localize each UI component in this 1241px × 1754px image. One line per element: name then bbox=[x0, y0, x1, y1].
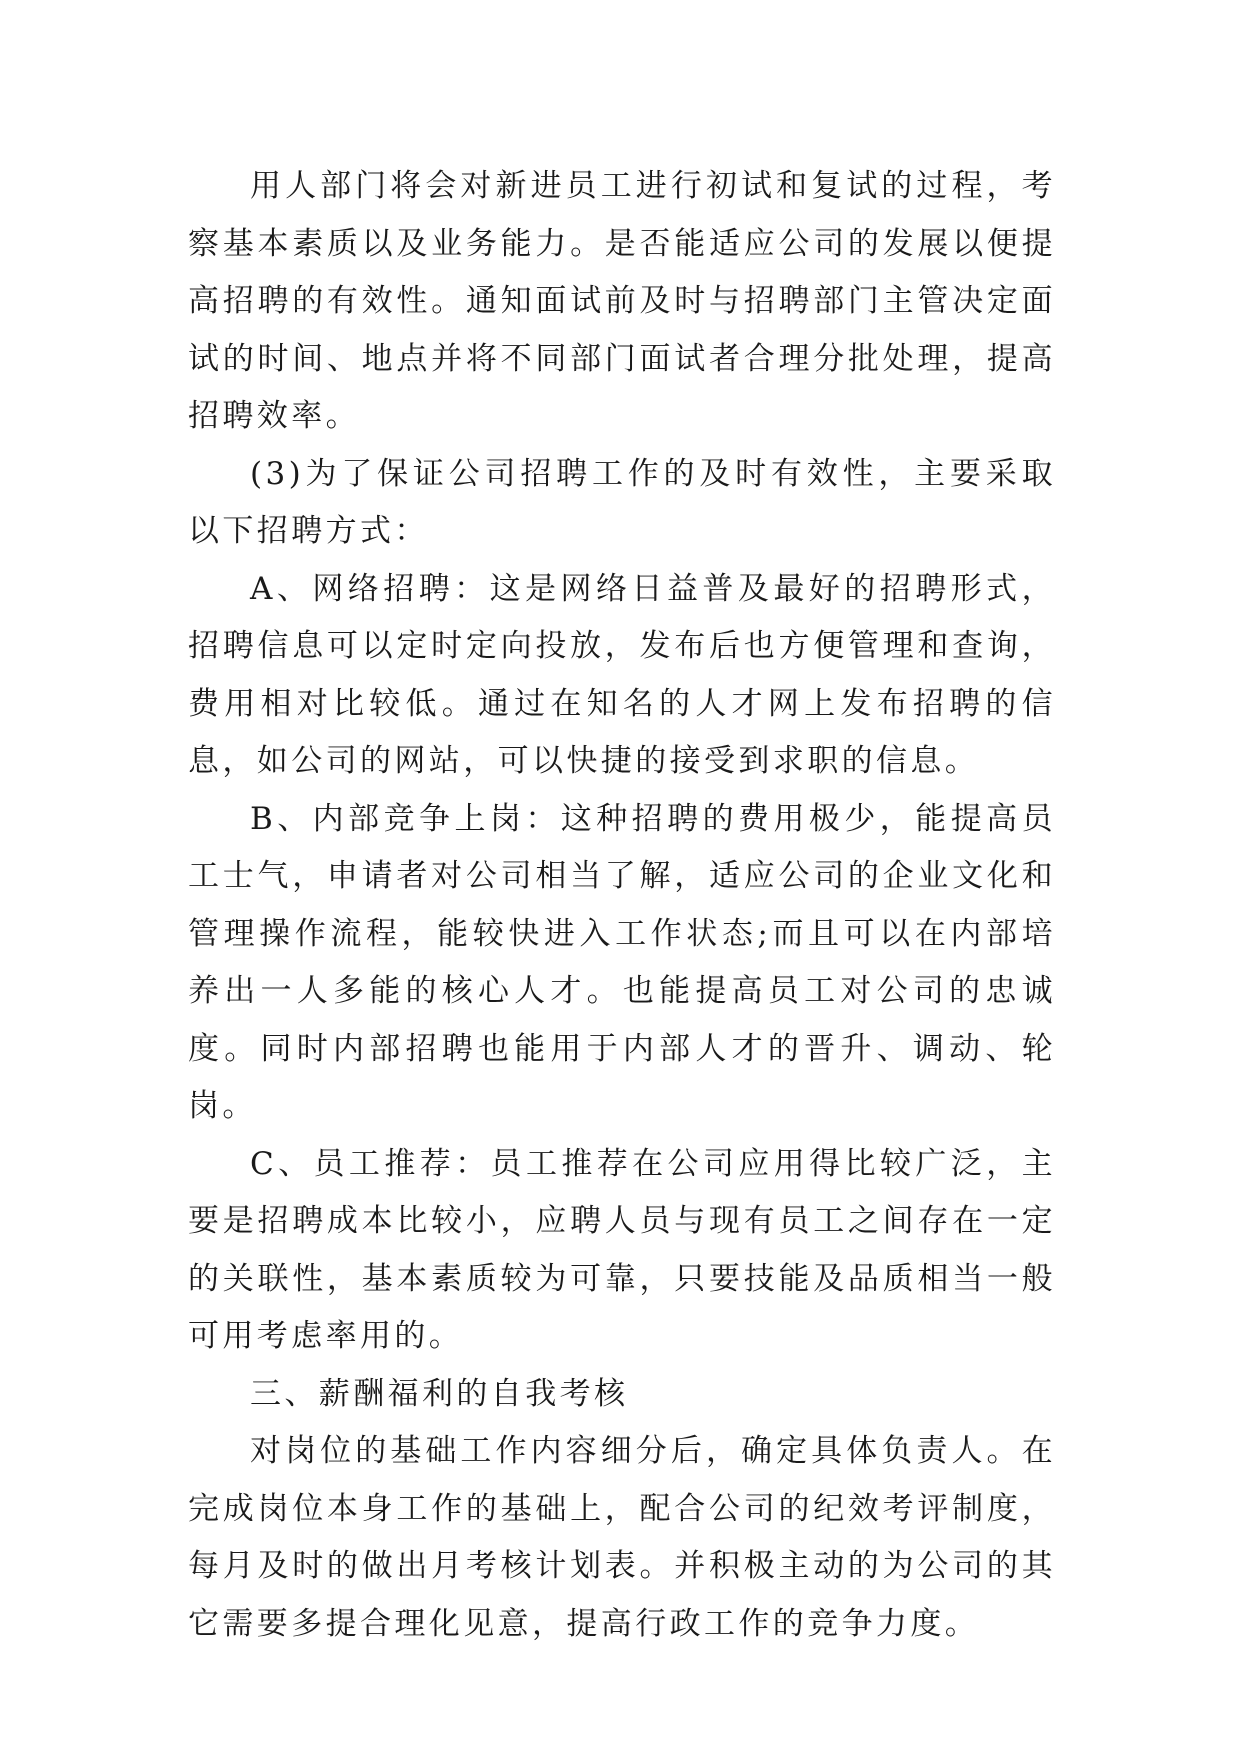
section-heading-compensation: 三、薪酬福利的自我考核 bbox=[250, 1375, 629, 1412]
document-body bbox=[188, 158, 1056, 1653]
paragraph-internal-competition: B、内部竞争上岗：这种招聘的费用极少，能提高员工士气，申请者对公司相当了解，适应公司的企业文化和管理操作流程，能较快进入工作状态;而且可以在内部培养出一人多能的核心人才。也能提高员工对公司的忠诚度。同时内部招聘也能用于内部人才的晋升、调动、轮岗。 bbox=[188, 800, 1056, 1124]
paragraph-employee-referral: C、员工推荐：员工推荐在公司应用得比较广泛，主要是招聘成本比较小，应聘人员与现有员工之间存在一定的关联性，基本素质较为可靠，只要技能及品质相当一般可用考虑率用的。 bbox=[188, 1145, 1056, 1354]
paragraph-interview-process: 用人部门将会对新进员工进行初试和复试的过程，考察基本素质以及业务能力。是否能适应公司的发展以便提高招聘的有效性。通知面试前及时与招聘部门主管决定面试的时间、地点并将不同部门面试者合理分批处理，提高招聘效率。 bbox=[188, 168, 1056, 434]
paragraph-self-assessment: 对岗位的基础工作内容细分后，确定具体负责人。在完成岗位本身工作的基础上，配合公司的纪效考评制度，每月及时的做出月考核计划表。并积极主动的为公司的其它需要多提合理化见意，提高行政工作的竞争力度。 bbox=[188, 1433, 1056, 1642]
paragraph-recruitment-methods-intro: (3)为了保证公司招聘工作的及时有效性，主要采取以下招聘方式： bbox=[188, 455, 1056, 549]
paragraph-online-recruitment: A、网络招聘：这是网络日益普及最好的招聘形式，招聘信息可以定时定向投放，发布后也方便管理和查询，费用相对比较低。通过在知名的人才网上发布招聘的信息，如公司的网站，可以快捷的接受到求职的信息。 bbox=[188, 570, 1056, 779]
